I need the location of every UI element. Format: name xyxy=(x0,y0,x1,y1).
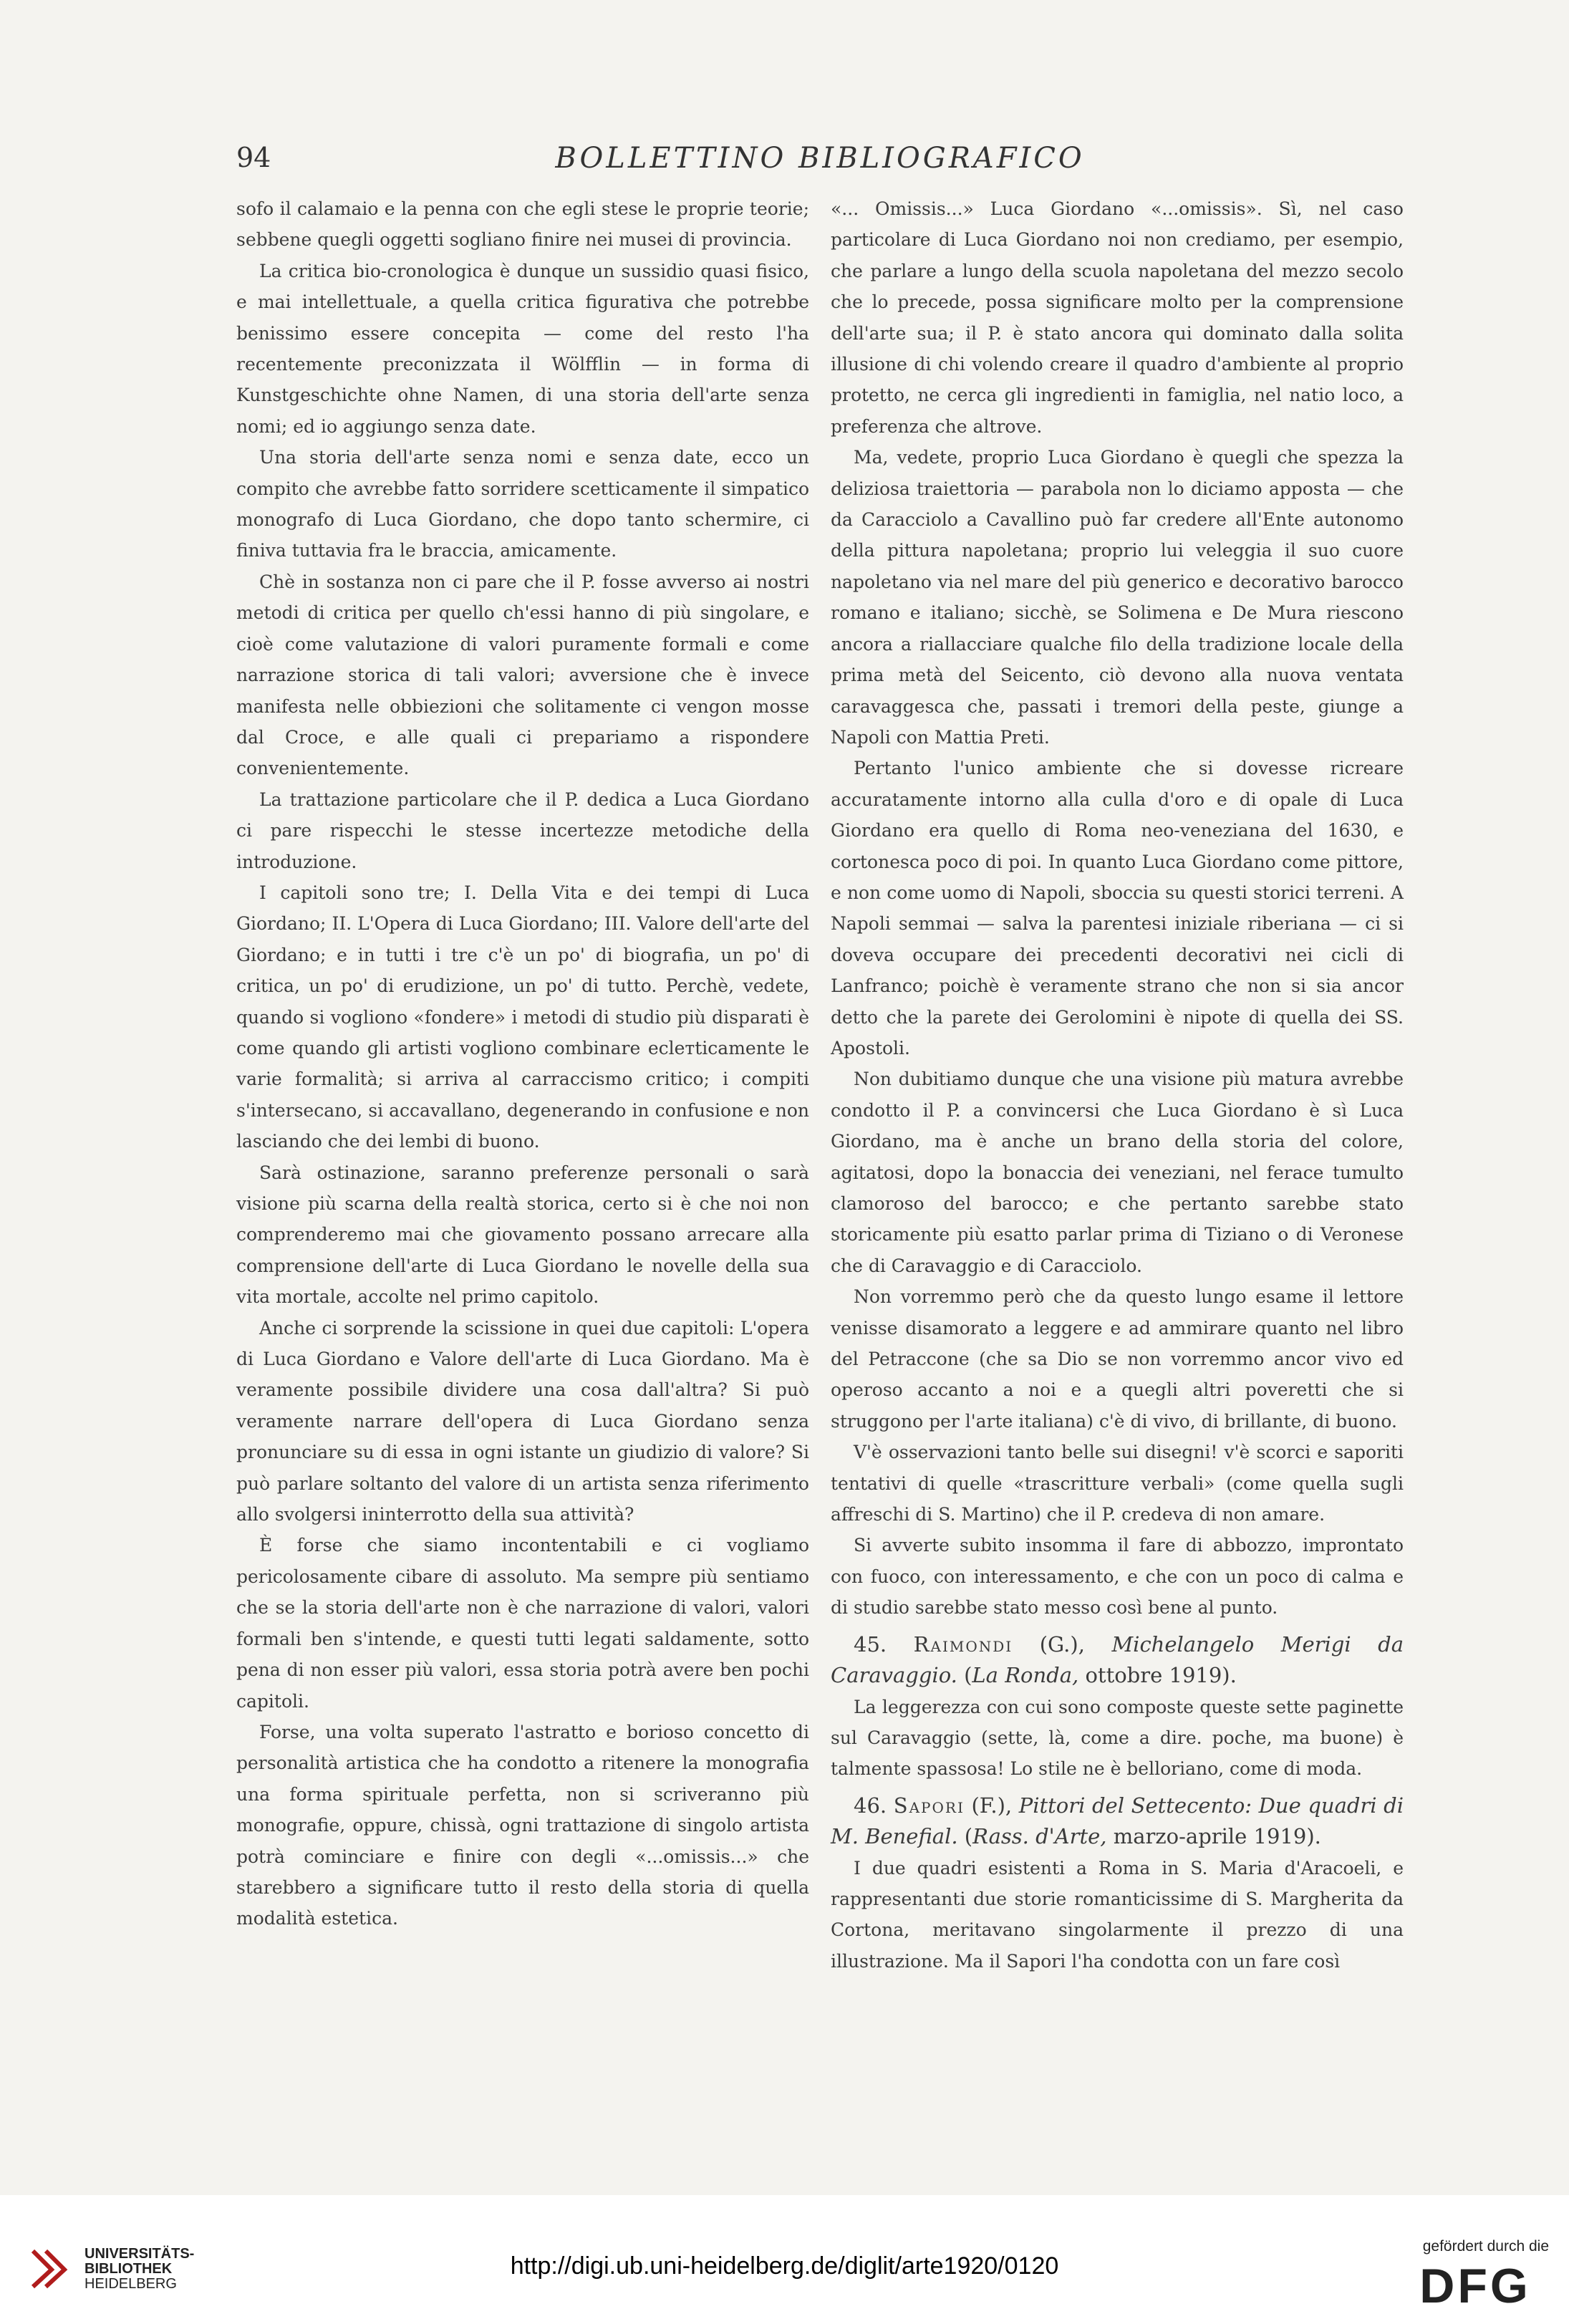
paragraph: V'è osservazioni tanto belle sui disegni! v'è scorci e saporiti tentativi di quelle «trascritture verbali» (come quella sugli affreschi di S. Martino) che il P. credeva di non amare. xyxy=(831,1442,1404,1525)
paragraph: Non vorremmo però che da questo lungo esame il lettore venisse disamorato a leggere e ad ammirare quanto nel libro del Petraccone (che sa Dio se non vorremmo ancor vivo ed operoso accanto a noi e a quegli altri poveretti che si struggono per l'arte italiana) c'è di vivo, di brillante, di buono. xyxy=(831,1286,1404,1432)
library-name-line: BIBLIOTHEK xyxy=(85,2261,173,2277)
entry-text: La leggerezza con cui sono composte queste sette paginette sul Caravaggio (sette, là, come a dire. poche, ma buone) è talmente spassosa! Lo stile ne è belloriano, come di moda. xyxy=(831,1696,1404,1780)
paragraph: I capitoli sono tre; I. Della Vita e dei tempi di Luca Giordano; II. L'Opera di Luca Giordano; III. Valore dell'arte del Giordano; e in tutti i tre c'è un po' di biografia, un po' di critica, un po' di erudizione, un po' di tutto. Perchè, vedete, quando si vogliono «fondere» i metodi di studio più disparati è come quando gli artisti vogliono combinare eclетticamente le varie formalità; si arriva al carraccismo critico; i compiti s'intersecano, si accavallano, degenerando in confusione e non lasciando che dei lembi di buono. xyxy=(236,882,809,1152)
paragraph: Si avverte subito insomma il fare di abbozzo, improntato con fuoco, con interessamento, e che con un poco di calma e di studio sarebbe stato messo così bene al punto. xyxy=(831,1535,1404,1619)
entry-text: I due quadri esistenti a Roma in S. Maria d'Aracoeli, e rappresentanti due storie romanticissime di S. Margherita da Cortona, meritavano singolarmente il prezzo di una illustrazione. Ma il Sapori l'ha condotta con un fare così xyxy=(831,1857,1404,1972)
left-column xyxy=(236,193,809,1934)
entry-initial: (G.), xyxy=(1039,1631,1085,1657)
dfg-logo-icon xyxy=(1402,2261,1549,2307)
entry-date: marzo-aprile 1919). xyxy=(1113,1824,1321,1849)
bibliography-entry-heading: 45. Raimondi (G.), Michelangelo Merigi da Caravaggio. (La Ronda, ottobre 1919). xyxy=(831,1631,1404,1688)
paragraph: È forse che siamo incontentabili e ci vogliamo pericolosamente cibare di assoluto. Ma sempre più sentiamo che se la storia dell'arte non è che narrazione di valori, valori formali ben s'intende, e questi tutti legati saldamente, sotto pena di non esser più valori, essa storia potrà avere ben pochi capitoli. xyxy=(236,1535,809,1712)
entry-initial: (F.), xyxy=(971,1793,1013,1818)
digitization-footer xyxy=(0,2195,1569,2324)
paragraph: Forse, una volta superato l'astratto e borioso concetto di personalità artistica che ha condotto a ritenere la monografia una forma spirituale perfetta, non si scriveranno più monografie, oppure, chissà, ogni trattazione di singolo artista potrà cominciare e finire con degli «...omissis...» che starebbero a significare tutto il resto della storia di quella modalità estetica. xyxy=(236,1721,809,1929)
entry-title: Pittori del Settecento: Due quadri di M. Benefial. xyxy=(831,1793,1404,1849)
entry-number: 46. xyxy=(854,1793,887,1818)
bibliography-entry-heading: 46. Sapori (F.), Pittori del Settecento: Due quadri di M. Benefial. (Rass. d'Arte, marzo-aprile 1919). xyxy=(831,1793,1404,1849)
right-column xyxy=(831,193,1404,1977)
entry-author: Sapori xyxy=(893,1793,965,1818)
page-number: 94 xyxy=(236,142,271,173)
paragraph: «... Omissis...» Luca Giordano «...omissis». Sì, nel caso particolare di Luca Giordano noi non crediamo, per esempio, che parlare a lungo della scuola napoletana del mezzo secolo che lo precede, possa significare molto per la comprensione dell'arte sua; il P. è stato ancora qui dominato dalla solita illusione di chi volendo creare il quadro d'ambiente al proprio protetto, ne cerca gli ingredienti in famiglia, nel natio loco, a preferenza che altrove. xyxy=(831,198,1404,437)
dfg-logo-text: DFG xyxy=(1419,2261,1531,2307)
entry-title: Michelangelo Merigi da Caravaggio. xyxy=(831,1631,1404,1688)
paragraph: Una storia dell'arte senza nomi e senza date, ecco un compito che avrebbe fatto sorridere scetticamente il simpatico monografo di Luca Giordano, che dopo tanto schermire, ci finiva tuttavia fra le braccia, amicamente. xyxy=(236,447,809,561)
paragraph: Sarà ostinazione, saranno preferenze personali o sarà visione più scarna della realtà storica, certo si è che noi non comprenderemo mai che giovamento possano arrecare alla comprensione dell'arte di Luca Giordano le novelle della sua vita mortale, accolte nel primo capitolo. xyxy=(236,1162,809,1308)
entry-author: Raimondi xyxy=(913,1631,1013,1657)
permalink-url[interactable]: http://digi.ub.uni-heidelberg.de/diglit/arte1920/0120 xyxy=(510,2252,1059,2280)
page-header xyxy=(236,142,1404,185)
paragraph: Chè in sostanza non ci pare che il P. fosse avverso ai nostri metodi di critica per quello ch'essi hanno di più singolare, e cioè come valutazione di valori puramente formali e come narrazione storica di tali valori; avversione che è invece manifesta nelle obbiezioni che solitamente ci vengon mosse dal Croce, e alle quali ci prepariamo a rispondere convenientemente. xyxy=(236,571,809,779)
entry-source: Rass. d'Arte, xyxy=(972,1824,1107,1849)
entry-number: 45. xyxy=(854,1631,887,1657)
library-name-line: HEIDELBERG xyxy=(85,2276,177,2292)
entry-date: ottobre 1919). xyxy=(1085,1663,1237,1688)
paragraph: La trattazione particolare che il P. dedica a Luca Giordano ci pare rispecchi le stesse incertezze metodiche della introduzione. xyxy=(236,789,809,872)
paragraph: La critica bio-cronologica è dunque un sussidio quasi fisico, e mai intellettuale, a quella critica figurativa che potrebbe benissimo essere concepita — come del resto l'ha recentemente preconizzata il Wölfflin — in forma di Kunstgeschichte ohne Namen, di una storia dell'arte senza nomi; ed io aggiungo senza date. xyxy=(236,260,809,437)
running-title: BOLLETTINO BIBLIOGRAFICO xyxy=(555,142,1085,175)
funded-by-label: gefördert durch die xyxy=(1422,2238,1549,2255)
entry-source: La Ronda, xyxy=(972,1663,1079,1688)
library-name-line: UNIVERSITÄTS- xyxy=(85,2246,195,2262)
paragraph: sofo il calamaio e la penna con che egli stese le proprie teorie; sebbene quegli oggetti sogliano finire nei musei di provincia. xyxy=(236,198,809,251)
paragraph: Pertanto l'unico ambiente che si dovesse ricreare accuratamente intorno alla culla d'oro e di opale di Luca Giordano era quello di Roma neo-veneziana del 1630, e cortonesca poco di poi. In quanto Luca Giordano come pittore, e non come uomo di Napoli, sboccia su questi storici terreni. A Napoli semmai — salva la parentesi iniziale riberiana — ci si doveva occupare dei precedenti decorativi nei cicli di Lanfranco; poichè è veramente strano che non si sia ancor detto che la parete dei Gerolomini è nipote di quella dei SS. Apostoli. xyxy=(831,758,1404,1059)
paragraph: Non dubitiamo dunque che una visione più matura avrebbe condotto il P. a convincersi che Luca Giordano è sì Luca Giordano, ma è anche un brano della storia del colore, agitatosi, dopo la bonaccia dei veneziani, nel ferace tumulto clamoroso del barocco; e che pertanto sarebbe stato storicamente più esatto parlar prima di Tiziano o di Veronese che di Caravaggio e di Caracciolo. xyxy=(831,1069,1404,1276)
paragraph: Ma, vedete, proprio Luca Giordano è quegli che spezza la deliziosa traiettoria — parabola non lo diciamo apposta — che da Caracciolo a Cavallino può far credere all'Ente autonomo della pittura napoletana; proprio lui veleggia il suo cuore napoletano via nel mare del più generico e decorativo barocco romano e italiano; sicchè, se Solimena e De Mura riescono ancora a riallacciare qualche filo della tradizione locale della prima metà del Seicento, ciò devono alla nuova ventata caravaggesca che, passati i tremori della peste, giunge a Napoli con Mattia Preti. xyxy=(831,447,1404,748)
paragraph: Anche ci sorprende la scissione in quei due capitoli: L'opera di Luca Giordano e Valore dell'arte di Luca Giordano. Ma è veramente possibile dividere una cosa dall'altra? Si può veramente narrare dell'opera di Luca Giordano senza pronunciare su di essa in ogni istante un giudizio di valore? Si può parlare soltanto del valore di un artista senza riferimento allo svolgersi ininterrotto della sua attività? xyxy=(236,1317,809,1525)
